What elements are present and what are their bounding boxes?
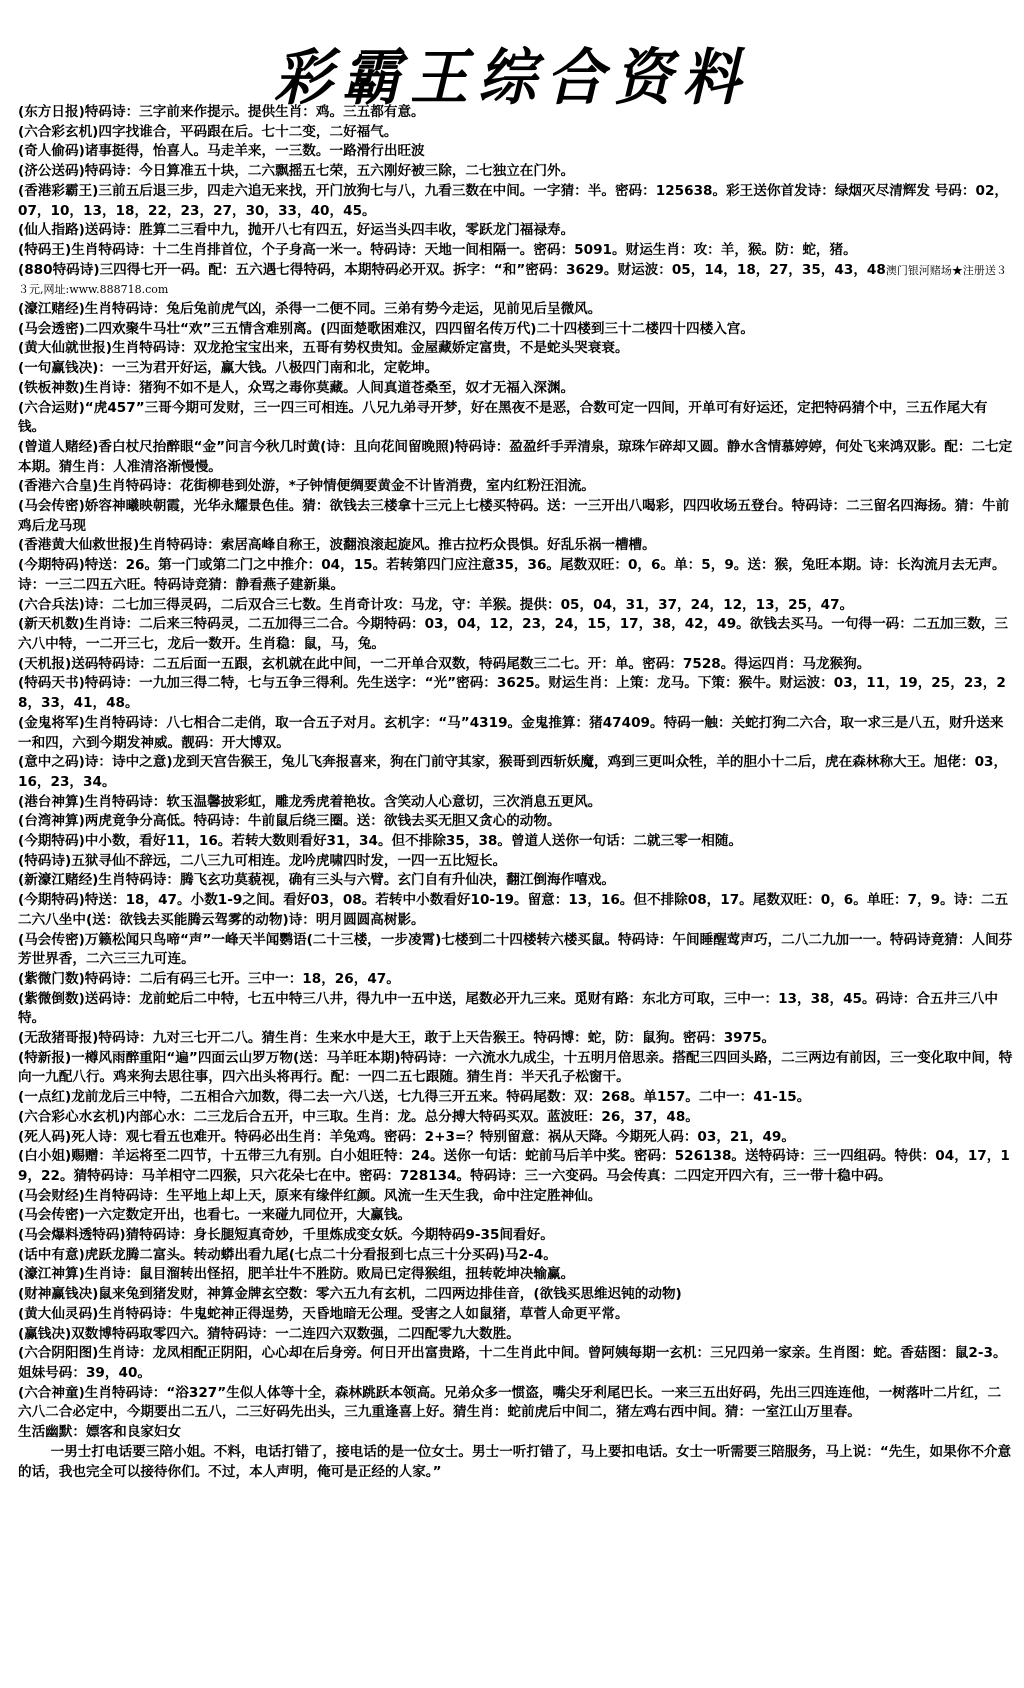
entry-xinhaojiang: (新濠江赌经)生肖特码诗：腾飞玄功莫藐视，确有三头与六臂。玄门自有升仙决，翻江倒海作嘻戏。 <box>18 872 615 889</box>
ad-line: 澳门银河赌场★注册送３３元,网址:www.888718.com <box>18 263 1007 297</box>
entry-xinshui: (六合彩心水玄机)内部心水：二三龙后合五开，中三取。生肖：龙。总分搏大特码买双。蓝波旺：26，37，48。 <box>18 1108 699 1125</box>
entry-ziwei-dao: (紫微倒数)送码诗：龙前蛇后二中特，七五中特三八井，得九中一五中送，尾数必开九三来。觅财有路：东北方可取，三中一：13，38，45。码诗：合五井三八中特。 <box>18 990 998 1027</box>
entry-mahui-chuanmi-3: (马会传密)一六定数定开出，也看七。一来碰九同位开，大赢钱。 <box>18 1207 412 1224</box>
entry-baoliao: (马会爆料透特码)猜特码诗：身长腿短真奇妙，千里炼成变女妖。今期特码9-35间看好。 <box>18 1227 554 1244</box>
humor-heading: 生活幽默：嫖客和良家妇女 <box>18 1424 182 1441</box>
entry-xintianji: (新天机数)生肖诗：二后来三特码灵，二五加得三二合。今期特码：03，04，12，23，24，15，17，38，42，49。欲钱去买马。一句得一码：二五加三数，三六八中特，一二开三七，龙后一数开。生肖稳：鼠，马，兔。 <box>18 616 1009 652</box>
entry-jinqi-2: (今期特码)中小数，看好11，16。若转大数则看好31，34。但不排除35，38。曾道人送你一句话：二就三零一相随。 <box>18 833 743 850</box>
entry-jiushibao: (香港黄大仙救世报)生肖特码诗：索居高峰自称王，波翻浪滚起旋风。推古拉朽众畏惧。好乱乐祸一槽槽。 <box>18 537 656 554</box>
page-title: 彩霸王综合资料 <box>273 41 750 113</box>
entry-taiwan: (台湾神算)两虎竟争分高低。特码诗：牛前鼠后绕三圈。送：欲钱去买无胆又贪心的动物。 <box>18 813 561 830</box>
entry-haojiang: (濠江赌经)生肖特码诗：兔后兔前虎气凶，杀得一二便不同。三弟有势今走运，见前见后呈微风。 <box>18 301 602 318</box>
entry-shentong: (六合神童)生肖特码诗：“浴327”生似人体等十全，森林跳跃本领高。兄弟众多一惯盗，嘴尖牙利尾巴长。一来三五出好码，先出三四连连他，一树落叶二片红，二六八二合必定中，今期要出二五八，二三好码先出头，三九重逢喜上好。猜生肖：蛇前虎后中间二，猪左鸡右西中间。猜：一室江山万里春。 <box>18 1384 1002 1421</box>
entry-mahui-chuanmi: (马会传密)娇容神曦映朝霞，光华永耀景色佳。猜：欲钱去三楼拿十三元上七楼买特码。送：一三开出八喝彩，四四收场五登台。特码诗：二三留名四海扬。猜：牛前鸡后龙马现 <box>18 498 1010 534</box>
entry-gangtai: (港台神算)生肖特码诗：软玉温馨披彩虹，雕龙秀虎着艳妆。含笑动人心意切，三次消息五更风。 <box>18 793 602 810</box>
entry-zengdaoren: (曾道人赌经)香白杖尺抬醉眼“金”问言今秋几时黄(诗：且向花间留晚照)特码诗：盈盈纤手弄清泉，琼珠乍碎却又圆。静水含情慕婷婷，何处飞来鸿双影。配：二七定本期。猜生肖：人准清洛渐慢慢。 <box>18 438 1013 475</box>
entry-mahui-chuanmi-2: (马会传密)万籁松闻只鸟啼“声”一峰天半闻鹦语(二十三楼，一步凌霄)七楼到二十四楼转六楼买鼠。特码诗：午间睡醒莺声巧，二八二九加一一。特码诗竟猜：人间芬芳世界香，二六三三九可连。 <box>18 931 1013 968</box>
entry-jinqi-1: (今期特码)特送：26。第一门或第二门之中推介：04，15。若转第四门应注意35，36。尾数双旺：0，6。单：5，9。送：猴，兔旺本期。诗：长沟流月去无声。诗：一三二四五六旺。特码诗竞猜：静看燕子建新巢。 <box>18 557 1006 593</box>
entry-yidianhong: (一点红)龙前龙后三中特，二五相合六加数，得二去一六八送，七九得三开五来。特码尾数：双：268。单157。二中一：41-15。 <box>18 1089 811 1106</box>
entry-dongfang: (东方日报)特码诗：三字前来作提示。提供生肖：鸡。三五都有意。 <box>18 104 425 120</box>
entry-yuncai: (六合运财)“虎457”三哥今期可发财，三一四三可相连。八兄九弟寻开梦，好在黑夜不是恶，合数可定一四间，开单可有好运还，定把特码猜个中，三五作尾大有钱。 <box>18 399 988 436</box>
entry-xuanji: (六合彩玄机)四字找谁合，平码跟在后。七十二变，二好福气。 <box>18 123 398 140</box>
entry-yizhong: (意中之码)诗：诗中之意)龙到天宫告猴王，兔儿飞奔报喜来，狗在门前守其家，猴哥到西斩妖魔，鸡到三更叫众牲，羊的胆小十二后，虎在森林称大王。旭佬：03，16，23，34。 <box>18 754 1008 790</box>
entry-tianjibao: (天机报)送码特码诗：二五后面一五跟，玄机就在此中间，一二开单合双数，特码尾数三二七。开：单。密码：7528。得运四肖：马龙猴狗。 <box>18 655 871 672</box>
entry-jingui: (金鬼将军)生肖特码诗：八七相合二走俏，取一合五子对月。玄机字：“马”4319。金鬼推算：猪47409。特码一触：关蛇打狗二六合，取一求三是八五，财升送来一和四，六到今期发神威。靓码：开大博双。 <box>18 714 1004 751</box>
entry-zhuge: (无敌猪哥报)特码诗：九对三七开二八。猜生肖：生来水中是大王，敢于上天告猴王。特码博：蛇，防：鼠狗。密码：3975。 <box>18 1030 776 1047</box>
entry-caijing: (马会财经)生肖特码诗：生平地上却上天，原来有缘伴红颜。风流一生天生我，命中注定胜神仙。 <box>18 1187 602 1204</box>
entry-baixiaojie: (白小姐)赐赠：羊运将至二四节，十五带三九有别。白小姐旺特：24。送你一句话：蛇前马后羊中奖。密码：526138。送特码诗：三一四组码。特供：04，17，19，22。猜特码诗：马羊相守二四猴，只六花朵七在中。密码：728134。特码诗：三一六变码。马会传真：二四定开四六有，三一带十稳中码。 <box>18 1148 1010 1184</box>
entry-temawang: (特码王)生肖特码诗：十二生肖排首位，个子身高一米一。特码诗：天地一间相隔一。密码：5091。财运生肖：攻：羊，猴。防：蛇，猪。 <box>18 241 857 258</box>
entry-yingqian: (赢钱决)双数博特码取零四六。猜特码诗：一二连四六双数强，二四配零九大数胜。 <box>18 1325 520 1342</box>
entry-texinbao: (特新报)一樽风雨醉重阳“遍”四面云山罗万物(送：马羊旺本期)特码诗：一六流水九成尘，十五明月倍思亲。搭配三四回头路，二三两边有前因，三一变化取中间，特向一九配八行。鸡来狗去思往事，四六出头将再行。配：一四二五七跟随。猜生肖：半天孔子松窗干。 <box>18 1049 1013 1086</box>
entry-qiren: (奇人偷码)诸事挺得，怡喜人。马走羊来，一三数。一路滑行出旺波 <box>18 143 425 160</box>
entry-liuhehuang: (香港六合皇)生肖特码诗：花街柳巷到处游，*子钟情便绸要黄金不计皆消费，室内红粉汪泪流。 <box>18 478 595 495</box>
entry-mahui-toumi: (马会透密)二四欢聚牛马壮“欢”三五情含难别离。(四面楚歌困难汉，四四留名传万代)二十四楼到三十二楼四十四楼入宫。 <box>18 320 754 337</box>
humor-joke: 一男士打电话要三陪小姐。不料，电话打错了，接电话的是一位女士。男士一听打错了，马上要扣电话。女士一听需要三陪服务，马上说：“先生，如果你不介意的话，我也完全可以接待你们。不过，本人声明，俺可是正经的人家。” <box>18 1443 1012 1480</box>
entry-jigong: (济公送码)特码诗：今日算准五十块，二六飘摇五七荣，五六刚好被三除，二七独立在门外。 <box>18 163 575 180</box>
entry-caishen: (财神赢钱决)鼠来兔到猪发财，神算金牌玄空数：零六五九有玄机，二四两边排佳音，(欲钱买思维迟钝的动物) <box>18 1286 682 1303</box>
entry-bingfa: (六合兵法)诗：二七加三得灵码，二后双合三七数。生肖奇计攻：马龙，守：羊猴。提供：05，04，31，37，24，12，13，25，47。 <box>18 596 854 613</box>
entry-tianshu: (特码天书)特码诗：一九加三得二特，七与五争三得利。先生送字：“光”密码：3625。财运生肖：上策：龙马。下策：猴牛。财运波：03，11，19，25，23，28，33，41，48。 <box>18 675 1006 712</box>
entry-yinyang: (六合阴阳图)生肖诗：龙凤相配正阴阳，心心却在后身旁。何日开出富贵路，十二生肖此中间。曾阿姨每期一玄机：三兄四弟一家亲。生肖图：蛇。香菇图：鼠2-3。姐妹号码：39，40。 <box>18 1345 1007 1381</box>
entry-lingma: (黄大仙灵码)生肖特码诗：牛鬼蛇神正得逞势，天昏地暗无公理。受害之人如鼠猪，草菅人命更平常。 <box>18 1305 629 1322</box>
entry-caibawang: (香港彩霸王)三前五后退三步，四走六追无来找，开门放狗七与八，九看三数在中间。一字猜：半。密码：125638。彩王送你首发诗：绿烟灭尽清辉发 号码：02，07，10，13，18，22，23，27，30，33，40，45。 <box>18 182 1009 219</box>
entry-sirenma: (死人码)死人诗：观七看五也难开。特码必出生肖：羊兔鸡。密码：2+3=？特别留意：祸从天降。今期死人码：03，21，49。 <box>18 1128 795 1145</box>
entry-huazhong: (话中有意)虎跃龙腾二富头。转动蟒出看九尾(七点二十分看报到七点三十分买码)马2-4。 <box>18 1246 557 1263</box>
entry-haojiang-shensuan: (濠江神算)生肖诗：鼠目溜转出怪招，肥羊壮牛不胜防。败局已定得猴组，扭转乾坤决输赢。 <box>18 1266 575 1283</box>
entry-ziwei-men: (紫微门数)特码诗：二后有码三七开。三中一：18，26，47。 <box>18 970 400 987</box>
entry-880 <box>18 261 1014 300</box>
entries-list <box>18 103 1014 1482</box>
entry-tieban: (铁板神数)生肖诗：猪狗不如不是人，众骂之毒你莫藏。人间真道苍桑至，奴才无福入深渊。 <box>18 379 575 396</box>
entry-yiju: (一句赢钱决)：一三为君开好运，赢大钱。八极四门南和北，定乾坤。 <box>18 360 439 377</box>
entry-880-text: (880特码诗)三四得七开一码。配：五六遇七得特码，本期特码必开双。拆字：“和”密码：3629。财运波：05，14，18，27，35，43，48 <box>18 261 886 278</box>
entry-jinqi-3: (今期特码)特送：18，47。小数1-9之间。看好03，08。若转中小数看好10-19。留意：13，16。但不排除08，17。尾数双旺：0，6。单旺：7，9。诗：二五二六八坐中(送：欲钱去买能腾云驾雾的动物)诗：明月圆圆高树影。 <box>18 892 1009 928</box>
entry-huangdaxian: (黄大仙就世报)生肖特码诗：双龙抢宝宝出来，五哥有势权贵知。金屋藏娇定富贵，不是蛇头哭衰衰。 <box>18 340 629 357</box>
entry-temashi: (特码诗)五狱寻仙不辞远，二八三九可相连。龙吟虎啸四时发，一四一五比短长。 <box>18 852 507 869</box>
entry-xianren: (仙人指路)送码诗：胜算二三看中九，抛开八七有四五，好运当头四丰收，零跃龙门福禄寿。 <box>18 222 575 239</box>
